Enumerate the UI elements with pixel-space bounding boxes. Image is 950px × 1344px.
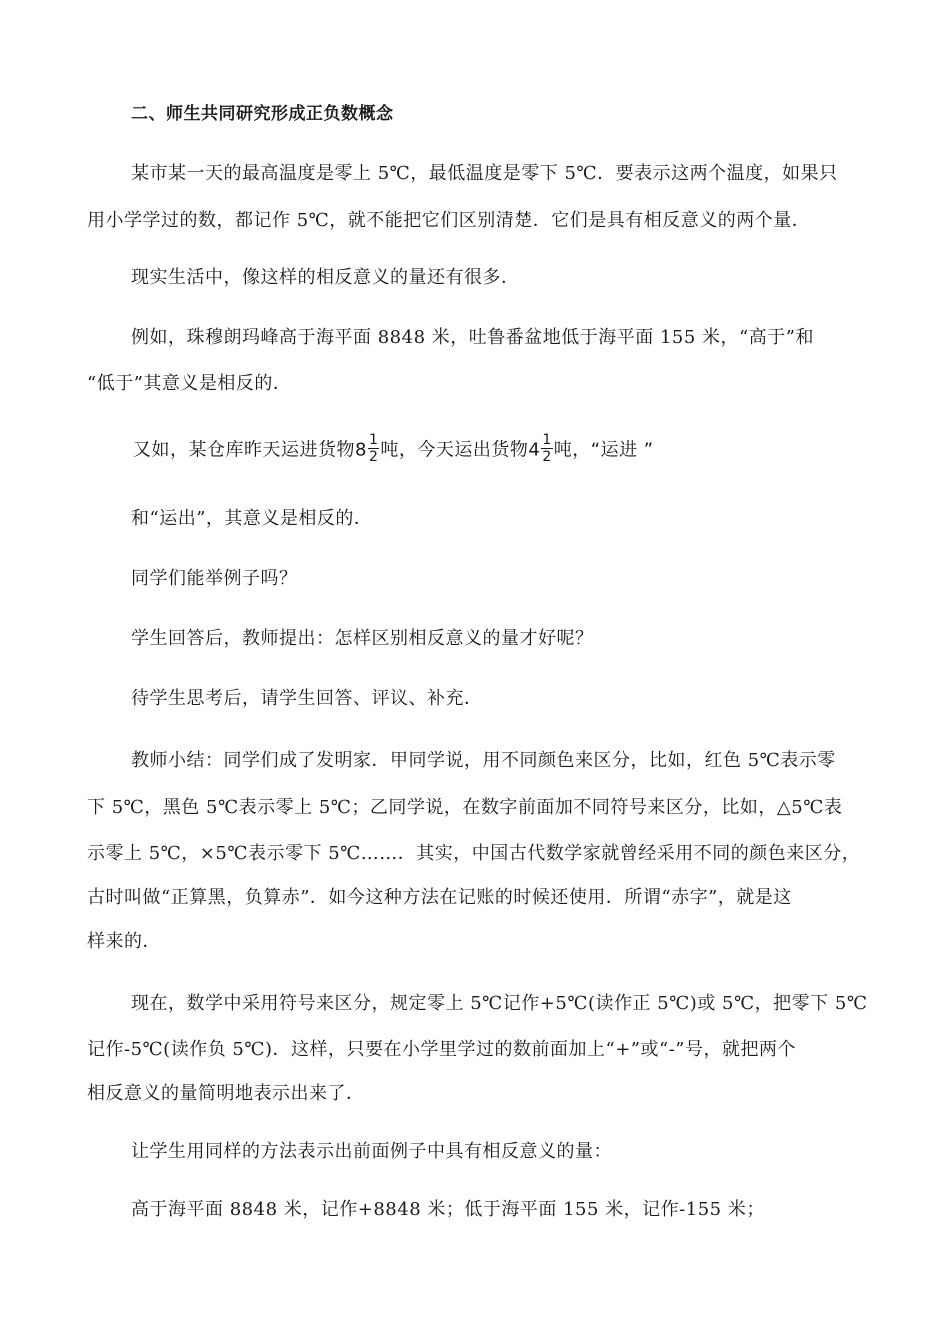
warehouse-text-part-3: 吨，“运进 ”: [553, 439, 654, 461]
paragraph-summary-line-2: 下 5℃，黑色 5℃表示零上 5℃；乙同学说，在数字前面加不同符号来区分，比如，△5℃表: [87, 797, 843, 818]
fraction-1-numerator: 1: [368, 432, 379, 448]
paragraph-summary-line-5: 样来的．: [87, 931, 161, 952]
paragraph-temperature-line-2: 用小学学过的数，都记作 5℃，就不能把它们区别清楚．它们是具有相反意义的两个量．: [87, 210, 811, 231]
paragraph-sign-convention-line-1: 现在，数学中采用符号来区分，规定零上 5℃记作+5℃(读作正 5℃)或 5℃，把零下 5℃: [131, 993, 868, 1014]
paragraph-warehouse-line-2: 和“运出”，其意义是相反的．: [131, 508, 373, 529]
paragraph-altitude-notation: 高于海平面 8848 米，记作+8848 米；低于海平面 155 米，记作-155 米；: [131, 1199, 765, 1220]
fraction-2: [541, 432, 552, 465]
paragraph-summary-line-4: 古时叫做“正算黑，负算赤”．如今这种方法在记账的时候还使用．所谓“赤字”，就是这: [87, 887, 792, 908]
paragraph-sign-convention-line-3: 相反意义的量简明地表示出来了．: [87, 1083, 365, 1104]
paragraph-temperature-line-1: 某市某一天的最高温度是零上 5℃，最低温度是零下 5℃．要表示这两个温度，如果只: [131, 163, 838, 184]
mixed-number-1-whole: 8: [355, 439, 367, 461]
fraction-1: [368, 432, 379, 465]
paragraph-warehouse-line-1: [133, 434, 654, 467]
paragraph-ask-examples: 同学们能举例子吗？: [131, 568, 298, 589]
paragraph-summary-line-1: 教师小结：同学们成了发明家．甲同学说，用不同颜色来区分，比如，红色 5℃表示零: [131, 750, 836, 771]
paragraph-summary-line-3: 示零上 5℃，×5℃表示零下 5℃……．其实，中国古代数学家就曾经采用不同的颜色来区分，: [87, 843, 861, 864]
mixed-number-2-whole: 4: [528, 439, 541, 461]
warehouse-text-part-2: 吨，今天运出货物: [380, 439, 529, 461]
paragraph-sign-convention-line-2: 记作-5℃(读作负 5℃)．这样，只要在小学里学过的数前面加上“+”或“-”号，就把两个: [87, 1039, 796, 1060]
fraction-2-numerator: 1: [542, 432, 552, 448]
paragraph-altitude-line-2: “低于”其意义是相反的．: [87, 373, 292, 394]
paragraph-teacher-question: 学生回答后，教师提出：怎样区别相反意义的量才好呢？: [131, 628, 594, 649]
warehouse-text-part-1: 又如，某仓库昨天运进货物: [133, 439, 355, 461]
paragraph-altitude-line-1: 例如，珠穆朗玛峰高于海平面 8848 米，吐鲁番盆地低于海平面 155 米，“高于”和: [131, 327, 814, 348]
fraction-2-denominator: 2: [542, 449, 552, 465]
paragraph-student-answer: 待学生思考后，请学生回答、评议、补充．: [131, 688, 483, 709]
fraction-1-denominator: 2: [368, 449, 379, 465]
paragraph-many-examples: 现实生活中，像这样的相反意义的量还有很多．: [131, 267, 520, 288]
section-heading: 二、师生共同研究形成正负数概念: [131, 104, 394, 124]
paragraph-practice-instruction: 让学生用同样的方法表示出前面例子中具有相反意义的量：: [131, 1141, 612, 1162]
